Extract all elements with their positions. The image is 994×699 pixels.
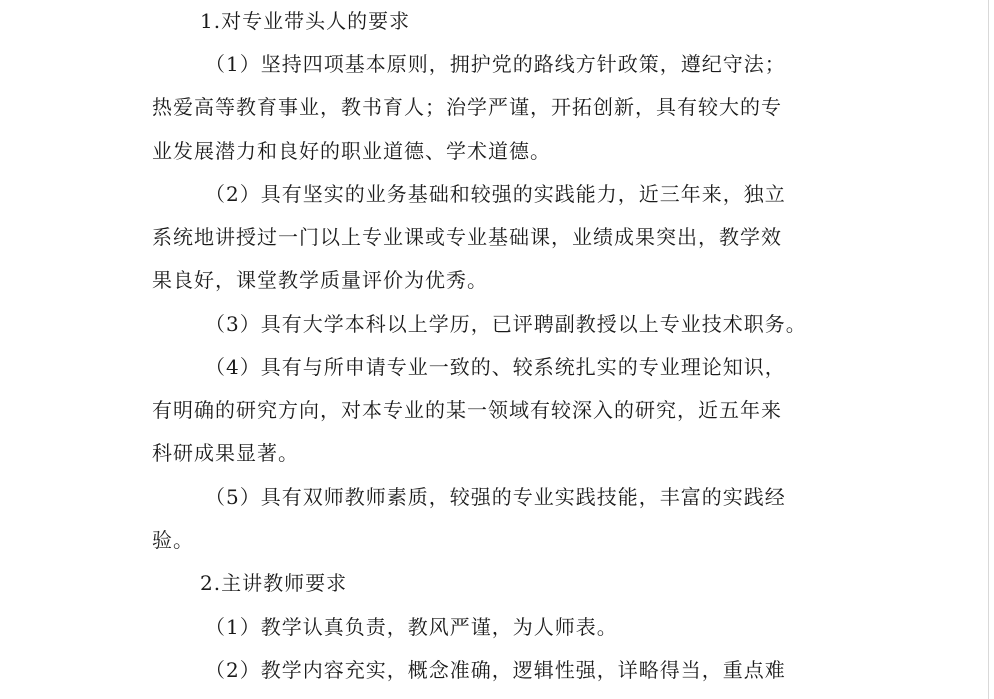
paragraph-line: （5）具有双师教师素质，较强的专业实践技能，丰富的实践经 xyxy=(205,485,786,509)
heading-requirements-lead: 1.对专业带头人的要求 xyxy=(200,9,411,33)
paragraph-line: 系统地讲授过一门以上专业课或专业基础课，业绩成果突出，教学效 xyxy=(152,225,782,249)
page-edge-divider xyxy=(988,0,989,699)
paragraph-line: （2）教学内容充实，概念准确，逻辑性强，详略得当，重点难 xyxy=(205,658,786,682)
paragraph-line: （2）具有坚实的业务基础和较强的实践能力，近三年来，独立 xyxy=(205,182,786,206)
paragraph-line: 科研成果显著。 xyxy=(152,441,299,465)
paragraph-line: 果良好，课堂教学质量评价为优秀。 xyxy=(152,268,488,292)
heading-lecturer-requirements: 2.主讲教师要求 xyxy=(200,571,348,595)
paragraph-line: （1）坚持四项基本原则，拥护党的路线方针政策，遵纪守法； xyxy=(205,52,786,76)
paragraph-line: 验。 xyxy=(152,528,194,552)
paragraph-line: 有明确的研究方向，对本专业的某一领域有较深入的研究，近五年来 xyxy=(152,398,782,422)
paragraph-line: （3）具有大学本科以上学历，已评聘副教授以上专业技术职务。 xyxy=(205,312,807,336)
paragraph-line: 热爱高等教育事业，教书育人；治学严谨，开拓创新，具有较大的专 xyxy=(152,95,782,119)
paragraph-line: （4）具有与所申请专业一致的、较系统扎实的专业理论知识， xyxy=(205,355,786,379)
paragraph-line: （1）教学认真负责，教风严谨，为人师表。 xyxy=(205,615,618,639)
paragraph-line: 业发展潜力和良好的职业道德、学术道德。 xyxy=(152,139,551,163)
